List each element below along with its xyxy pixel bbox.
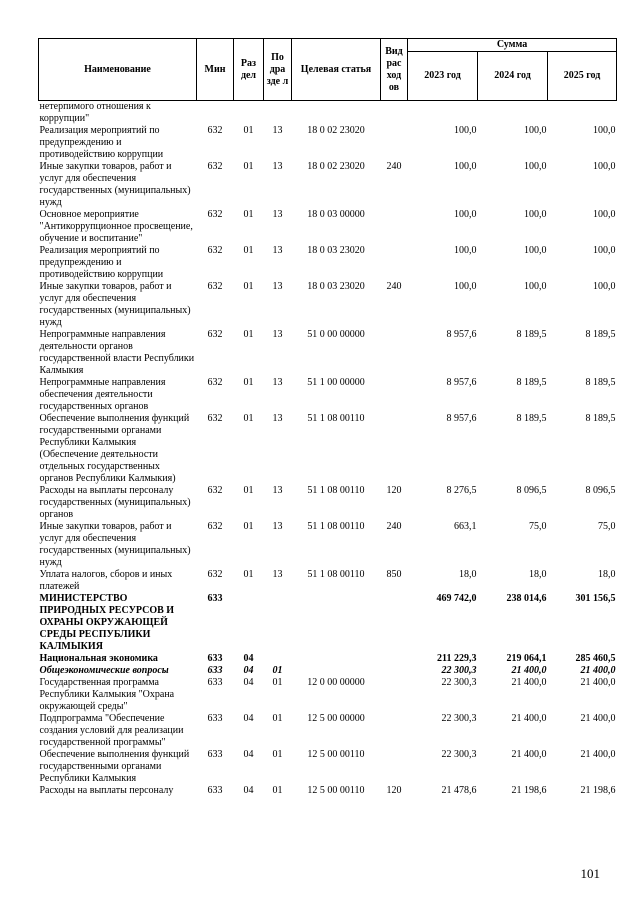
row-sum-2024: 75,0 — [529, 521, 547, 532]
header-ministry: Мин — [197, 39, 234, 101]
table-header — [39, 39, 617, 101]
row-sum-2024: 21 400,0 — [511, 665, 547, 676]
row-section: 04 — [243, 653, 254, 664]
row-sum-2024: 18,0 — [529, 569, 547, 580]
row-subsection: 13 — [272, 161, 283, 172]
row-target-article: 12 5 00 00000 — [307, 713, 365, 724]
row-name: Непрограммные направления обеспечения деятельности государственных органов — [39, 377, 166, 412]
row-sum-2024: 219 064,1 — [506, 653, 547, 664]
row-sum-2024: 8 189,5 — [516, 377, 547, 388]
row-section: 01 — [243, 485, 254, 496]
row-ministry: 632 — [207, 125, 223, 136]
row-sum-2025: 100,0 — [593, 281, 616, 292]
row-sum-2025 — [548, 101, 617, 126]
row-subsection: 01 — [272, 749, 283, 760]
row-name: Государственная программа Республики Калмыкия "Охрана окружающей среды" — [39, 677, 175, 712]
row-expense-type — [381, 125, 408, 161]
row-ministry: 633 — [207, 785, 223, 796]
row-subsection: 13 — [272, 521, 283, 532]
row-sum-2024: 8 189,5 — [516, 413, 547, 424]
row-section: 01 — [243, 281, 254, 292]
row-sum-2025: 21 198,6 — [580, 785, 616, 796]
row-subsection: 13 — [272, 245, 283, 256]
header-target-article: Целевая статья — [292, 39, 381, 101]
row-name: Иные закупки товаров, работ и услуг для обеспечения государственных (муниципальных) нужд — [39, 161, 191, 208]
row-target-article: 18 0 03 23020 — [307, 281, 365, 292]
row-name: Иные закупки товаров, работ и услуг для обеспечения государственных (муниципальных) нужд — [39, 521, 191, 568]
row-ministry: 632 — [207, 569, 223, 580]
row-name: Иные закупки товаров, работ и услуг для обеспечения государственных (муниципальных) нужд — [39, 281, 191, 328]
row-subsection: 01 — [272, 713, 283, 724]
row-section: 01 — [243, 329, 254, 340]
row-sum-2024: 100,0 — [524, 209, 547, 220]
row-sum-2023: 100,0 — [454, 245, 477, 256]
header-year-2023: 2023 год — [408, 52, 478, 101]
row-expense-type — [381, 209, 408, 245]
row-sum-2023: 8 957,6 — [446, 329, 477, 340]
table-row — [39, 281, 617, 329]
row-target-article: 51 1 08 00110 — [307, 485, 365, 496]
row-sum-2024: 8 189,5 — [516, 329, 547, 340]
table-row — [39, 245, 617, 281]
row-target-article: 51 0 00 00000 — [307, 329, 365, 340]
row-sum-2023: 663,1 — [454, 521, 477, 532]
row-name: Национальная экономика — [39, 653, 158, 664]
table-row — [39, 329, 617, 377]
table-row — [39, 485, 617, 521]
row-target-article: 18 0 02 23020 — [307, 125, 365, 136]
table-row — [39, 713, 617, 749]
row-sum-2024: 100,0 — [524, 161, 547, 172]
row-sum-2024: 100,0 — [524, 125, 547, 136]
table-row — [39, 413, 617, 485]
row-expense-type: 240 — [386, 161, 402, 172]
header-year-2024: 2024 год — [478, 52, 548, 101]
row-expense-type: 240 — [386, 521, 402, 532]
row-ministry: 633 — [207, 713, 223, 724]
row-ministry: 632 — [207, 485, 223, 496]
row-subsection: 13 — [272, 377, 283, 388]
row-name: Подпрограмма "Обеспечение создания условий для реализации государственной программы" — [39, 713, 184, 748]
budget-table — [38, 38, 617, 797]
row-name: Расходы на выплаты персоналу государственных (муниципальных) органов — [39, 485, 191, 520]
row-subsection — [264, 101, 292, 126]
table-row — [39, 785, 617, 797]
row-sum-2023: 100,0 — [454, 281, 477, 292]
row-subsection: 13 — [272, 413, 283, 424]
row-expense-type — [381, 665, 408, 677]
row-expense-type — [381, 713, 408, 749]
row-expense-type: 850 — [386, 569, 402, 580]
row-expense-type — [381, 749, 408, 785]
row-sum-2023: 22 300,3 — [441, 677, 477, 688]
row-section: 01 — [243, 125, 254, 136]
row-name: Реализация мероприятий по предупреждению и противодействию коррупции — [39, 245, 164, 280]
row-sum-2025: 8 189,5 — [585, 413, 616, 424]
row-expense-type — [381, 677, 408, 713]
row-sum-2024: 100,0 — [524, 281, 547, 292]
row-target-article: 12 0 00 00000 — [307, 677, 365, 688]
row-section: 01 — [243, 569, 254, 580]
table-row — [39, 161, 617, 209]
row-name: Обеспечение выполнения функций государственными органами Республики Калмыкия — [39, 749, 190, 784]
row-target-article: 18 0 03 23020 — [307, 245, 365, 256]
row-section: 04 — [243, 677, 254, 688]
header-year-2025: 2025 год — [548, 52, 617, 101]
row-name: МИНИСТЕРСТВО ПРИРОДНЫХ РЕСУРСОВ И ОХРАНЫ ОКРУЖАЮЩЕЙ СРЕДЫ РЕСПУБЛИКИ КАЛМЫКИЯ — [39, 593, 175, 652]
table-row — [39, 593, 617, 653]
row-subsection: 13 — [272, 209, 283, 220]
row-section: 01 — [243, 161, 254, 172]
row-sum-2023: 8 276,5 — [446, 485, 477, 496]
row-target-article: 51 1 00 00000 — [307, 377, 365, 388]
row-section: 04 — [243, 785, 254, 796]
row-name: Реализация мероприятий по предупреждению и противодействию коррупции — [39, 125, 164, 160]
table-row — [39, 665, 617, 677]
row-sum-2023: 22 300,3 — [441, 749, 477, 760]
row-subsection: 13 — [272, 125, 283, 136]
row-expense-type — [381, 653, 408, 665]
row-section: 01 — [243, 209, 254, 220]
row-target-article: 51 1 08 00110 — [307, 521, 365, 532]
row-name: Расходы на выплаты персоналу — [39, 785, 174, 796]
row-target-article: 51 1 08 00110 — [307, 569, 365, 580]
row-sum-2023 — [408, 101, 478, 126]
header-expense-type: Вид рас ход ов — [381, 39, 408, 101]
row-sum-2025: 8 189,5 — [585, 377, 616, 388]
row-name: Уплата налогов, сборов и иных платежей — [39, 569, 173, 592]
table-row — [39, 377, 617, 413]
row-section: 01 — [243, 377, 254, 388]
row-target-article — [292, 665, 381, 677]
row-sum-2023: 100,0 — [454, 209, 477, 220]
row-sum-2023: 8 957,6 — [446, 377, 477, 388]
row-sum-2025: 100,0 — [593, 161, 616, 172]
row-section: 04 — [243, 665, 254, 676]
row-sum-2025: 21 400,0 — [580, 677, 616, 688]
row-sum-2025: 21 400,0 — [580, 665, 616, 676]
table-row — [39, 677, 617, 713]
row-sum-2024: 8 096,5 — [516, 485, 547, 496]
row-sum-2024: 21 198,6 — [511, 785, 547, 796]
row-sum-2023: 21 478,6 — [441, 785, 477, 796]
table-row — [39, 521, 617, 569]
row-section — [234, 593, 264, 653]
row-ministry: 633 — [207, 665, 223, 676]
table-row — [39, 653, 617, 665]
row-sum-2023: 22 300,3 — [441, 665, 477, 676]
row-target-article — [292, 653, 381, 665]
row-sum-2025: 100,0 — [593, 245, 616, 256]
row-section: 01 — [243, 245, 254, 256]
table-row — [39, 569, 617, 593]
row-section — [234, 101, 264, 126]
row-name: Обеспечение выполнения функций государственными органами Республики Калмыкия (Обеспечение деятельности отдельных государственных органов Республики Калмыкия) — [39, 413, 190, 484]
row-expense-type: 120 — [386, 485, 402, 496]
row-ministry: 633 — [207, 749, 223, 760]
row-ministry: 633 — [207, 677, 223, 688]
row-sum-2024: 21 400,0 — [511, 713, 547, 724]
row-name: Общеэкономические вопросы — [39, 665, 169, 676]
page-number: 101 — [580, 866, 600, 881]
header-section: Раз дел — [234, 39, 264, 101]
row-sum-2023: 8 957,6 — [446, 413, 477, 424]
row-expense-type — [381, 101, 408, 126]
table-row — [39, 125, 617, 161]
row-ministry: 632 — [207, 329, 223, 340]
row-subsection: 01 — [272, 665, 283, 676]
row-target-article: 18 0 02 23020 — [307, 161, 365, 172]
row-subsection: 13 — [272, 329, 283, 340]
row-ministry: 632 — [207, 209, 223, 220]
table-row — [39, 101, 617, 126]
header-name: Наименование — [39, 39, 197, 101]
row-section: 04 — [243, 713, 254, 724]
row-target-article — [292, 101, 381, 126]
table-row — [39, 749, 617, 785]
row-section: 01 — [243, 521, 254, 532]
header-sum: Сумма — [408, 39, 617, 52]
row-sum-2025: 21 400,0 — [580, 749, 616, 760]
row-expense-type: 240 — [386, 281, 402, 292]
row-expense-type — [381, 245, 408, 281]
row-expense-type: 120 — [386, 785, 402, 796]
row-sum-2023: 100,0 — [454, 125, 477, 136]
row-sum-2024 — [478, 101, 548, 126]
row-ministry: 632 — [207, 413, 223, 424]
row-subsection: 13 — [272, 485, 283, 496]
row-name: Непрограммные направления деятельности органов государственной власти Республики Калмыкия — [39, 329, 195, 376]
row-ministry: 632 — [207, 281, 223, 292]
table-body — [39, 101, 617, 798]
row-ministry: 632 — [207, 377, 223, 388]
row-sum-2023: 22 300,3 — [441, 713, 477, 724]
row-sum-2023: 469 742,0 — [436, 593, 477, 604]
row-sum-2025: 100,0 — [593, 209, 616, 220]
row-subsection: 13 — [272, 569, 283, 580]
row-ministry: 632 — [207, 521, 223, 532]
row-expense-type — [381, 377, 408, 413]
row-sum-2025: 301 156,5 — [575, 593, 616, 604]
row-sum-2024: 21 400,0 — [511, 677, 547, 688]
row-subsection: 13 — [272, 281, 283, 292]
row-target-article: 51 1 08 00110 — [307, 413, 365, 424]
row-subsection: 01 — [272, 677, 283, 688]
row-name: Основное мероприятие "Антикоррупционное просвещение, обучение и воспитание" — [39, 209, 193, 244]
row-ministry — [197, 101, 234, 126]
row-sum-2025: 18,0 — [598, 569, 616, 580]
row-subsection: 01 — [272, 785, 283, 796]
row-sum-2023: 100,0 — [454, 161, 477, 172]
header-subsection: По дра зде л — [264, 39, 292, 101]
row-expense-type — [381, 329, 408, 377]
row-ministry: 632 — [207, 161, 223, 172]
row-ministry: 632 — [207, 245, 223, 256]
row-name: нетерпимого отношения к коррупции" — [39, 101, 151, 124]
row-sum-2024: 21 400,0 — [511, 749, 547, 760]
row-sum-2025: 21 400,0 — [580, 713, 616, 724]
row-expense-type — [381, 593, 408, 653]
row-target-article: 12 5 00 00110 — [307, 785, 365, 796]
row-sum-2025: 8 189,5 — [585, 329, 616, 340]
row-sum-2024: 238 014,6 — [506, 593, 547, 604]
row-sum-2023: 211 229,3 — [437, 653, 477, 664]
row-ministry: 633 — [207, 593, 223, 604]
row-sum-2023: 18,0 — [459, 569, 477, 580]
row-expense-type — [381, 413, 408, 485]
row-target-article: 18 0 03 00000 — [307, 209, 365, 220]
row-section: 01 — [243, 413, 254, 424]
row-subsection — [264, 593, 292, 653]
row-target-article: 12 5 00 00110 — [307, 749, 365, 760]
table-row — [39, 209, 617, 245]
row-sum-2025: 8 096,5 — [585, 485, 616, 496]
row-target-article — [292, 593, 381, 653]
row-subsection — [264, 653, 292, 665]
row-section: 04 — [243, 749, 254, 760]
row-sum-2025: 75,0 — [598, 521, 616, 532]
row-sum-2024: 100,0 — [524, 245, 547, 256]
row-sum-2025: 285 460,5 — [575, 653, 616, 664]
row-sum-2025: 100,0 — [593, 125, 616, 136]
row-ministry: 633 — [207, 653, 223, 664]
